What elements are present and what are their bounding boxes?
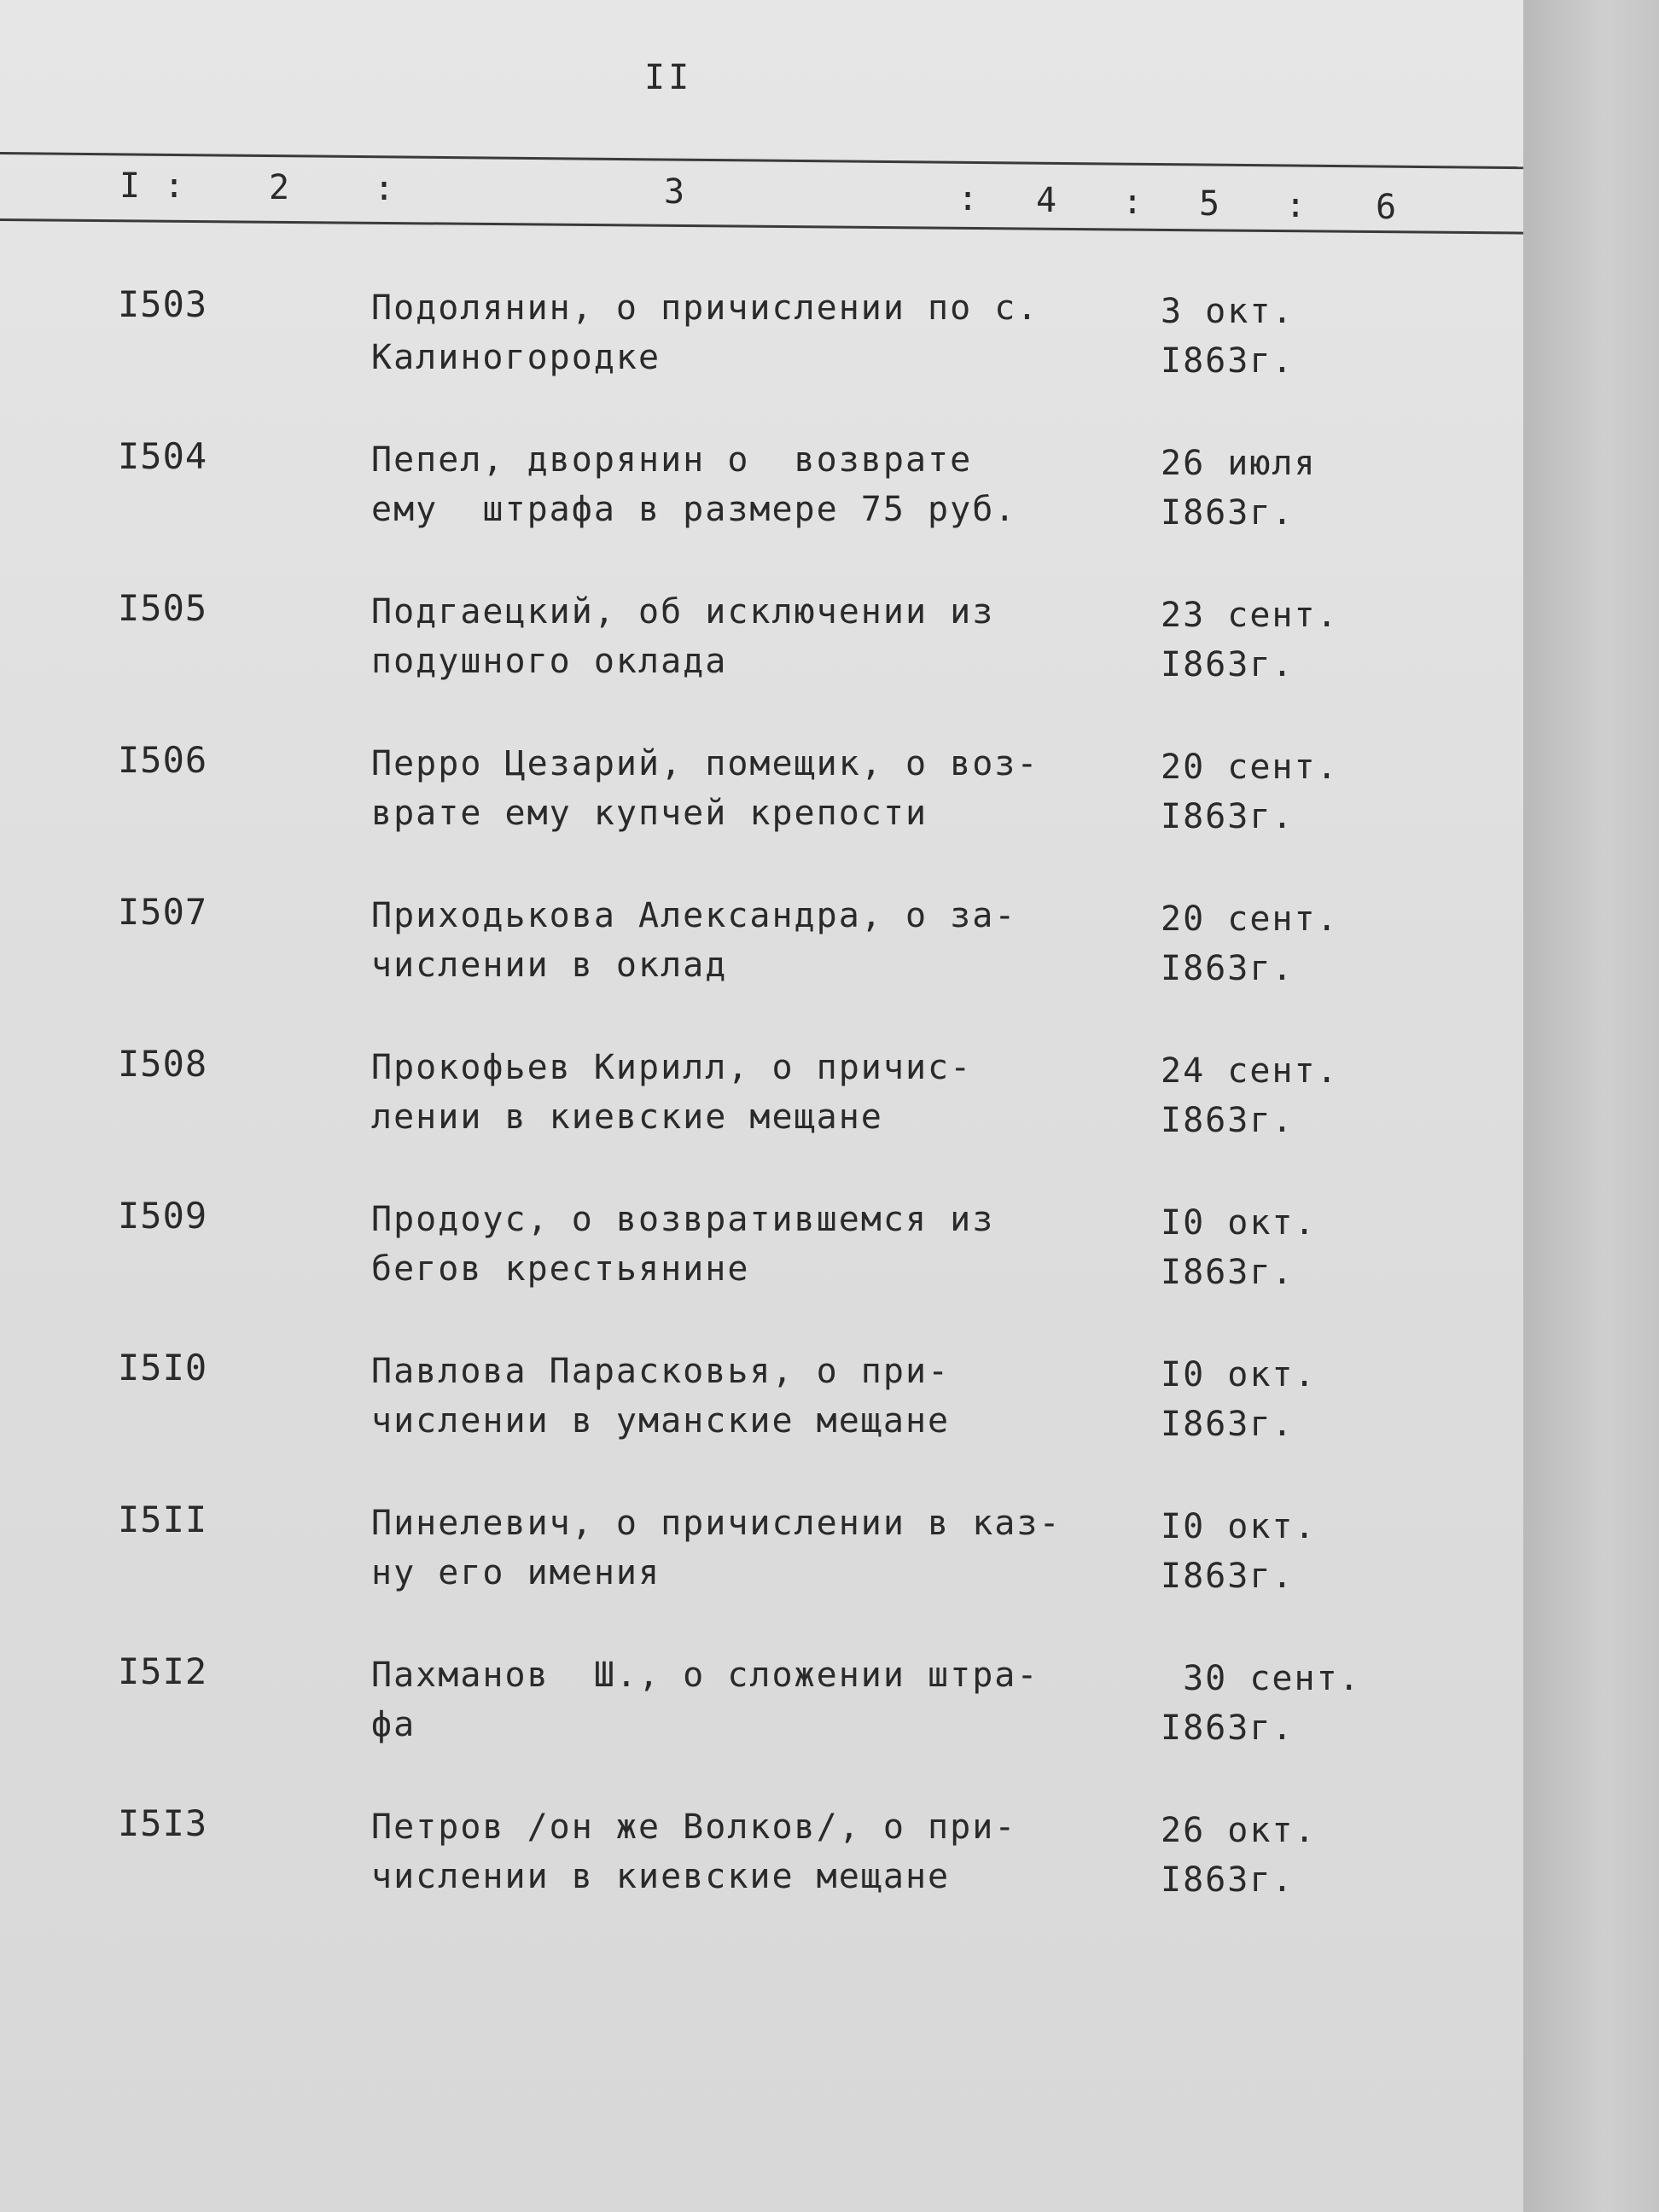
entry-number: I504 xyxy=(118,435,208,477)
entry-date-line: 24 сент. xyxy=(1161,1051,1339,1091)
entry-description-line: подушного оклада xyxy=(371,642,728,681)
entry-date-line: 20 сент. xyxy=(1161,899,1339,939)
entry-date xyxy=(1161,1654,1361,1753)
list-item xyxy=(0,1043,1523,1154)
entry-number: I5I0 xyxy=(118,1347,208,1388)
column-header-1: I xyxy=(119,166,141,206)
entry-number: I505 xyxy=(118,587,208,629)
entry-description-line: Перро Цезарий, помещик, о воз- xyxy=(371,744,1039,783)
column-header-6: 6 xyxy=(1376,188,1397,227)
list-item xyxy=(0,1499,1523,1610)
entry-date-line: 23 сент. xyxy=(1161,596,1339,635)
entry-description-line: Прокофьев Кирилл, о причис- xyxy=(371,1048,973,1087)
entry-description-line: числении в киевские мещане xyxy=(371,1857,951,1896)
entry-number: I503 xyxy=(118,283,208,325)
entry-number: I508 xyxy=(118,1043,208,1085)
entry-description-line: фа xyxy=(371,1705,416,1744)
entry-description-line: врате ему купчей крепости xyxy=(371,794,928,833)
column-header-3: 3 xyxy=(664,172,685,212)
entry-description-line: Пепел, дворянин о возврате xyxy=(371,440,973,480)
column-separator: : xyxy=(374,169,395,208)
column-header-2: 2 xyxy=(269,168,290,207)
entry-date xyxy=(1161,591,1339,690)
entry-date xyxy=(1161,439,1317,538)
entry-description xyxy=(371,1195,1037,1294)
entry-description-line: ему штрафа в размере 75 руб. xyxy=(371,490,1017,529)
entry-date xyxy=(1161,287,1295,386)
entry-description xyxy=(371,1043,1037,1142)
list-item xyxy=(0,283,1523,394)
entry-description xyxy=(371,283,1037,382)
column-separator: : xyxy=(1122,183,1144,222)
background-surface xyxy=(1523,0,1659,2212)
entry-description-line: Подолянин, о причислении по с. xyxy=(371,288,1039,328)
entry-description-line: Петров /он же Волков/, о при- xyxy=(371,1807,1017,1847)
column-header-5: 5 xyxy=(1199,184,1220,224)
entry-date-line: 30 сент. xyxy=(1161,1659,1361,1698)
entry-description xyxy=(371,739,1037,838)
entry-date xyxy=(1161,1806,1317,1905)
entry-date-line: 26 июля xyxy=(1161,444,1317,483)
entry-description-line: Продоус, о возвратившемся из xyxy=(371,1200,995,1239)
entry-description xyxy=(371,1347,1037,1446)
entry-description-line: Калиногородке xyxy=(371,338,661,377)
entry-date xyxy=(1161,1350,1317,1449)
list-item xyxy=(0,1195,1523,1306)
list-item xyxy=(0,1650,1523,1761)
entry-date-line: 26 окт. xyxy=(1161,1811,1317,1850)
entry-number: I506 xyxy=(118,739,208,781)
entry-date-line: I863г. xyxy=(1161,645,1295,684)
entry-description-line: Подгаецкий, об исключении из xyxy=(371,592,995,632)
entry-date-line: I863г. xyxy=(1161,1708,1295,1748)
entry-description-line: ну его имения xyxy=(371,1553,661,1592)
entry-description xyxy=(371,891,1037,990)
list-item xyxy=(0,587,1523,698)
entry-description-line: числении в оклад xyxy=(371,946,728,985)
entry-date-line: I863г. xyxy=(1161,1253,1295,1292)
entry-date-line: I863г. xyxy=(1161,1860,1295,1900)
column-separator: : xyxy=(958,179,979,218)
entry-description-line: числении в уманские мещане xyxy=(371,1401,951,1441)
list-item xyxy=(0,891,1523,1002)
entry-description-line: бегов крестьянине xyxy=(371,1249,750,1289)
column-header-4: 4 xyxy=(1036,181,1057,220)
entry-date xyxy=(1161,1046,1339,1145)
entry-description xyxy=(371,587,1037,686)
entry-date-line: I0 окт. xyxy=(1161,1203,1317,1243)
entry-description-line: Пинелевич, о причислении в каз- xyxy=(371,1504,1062,1543)
entry-date-line: I0 окт. xyxy=(1161,1507,1317,1546)
entry-date xyxy=(1161,1502,1317,1601)
entry-date-line: I863г. xyxy=(1161,1101,1295,1140)
list-item xyxy=(0,1802,1523,1913)
entry-description xyxy=(371,1650,1037,1749)
entry-date-line: I863г. xyxy=(1161,1557,1295,1596)
entry-date-line: I863г. xyxy=(1161,797,1295,836)
entry-description xyxy=(371,1802,1037,1901)
entry-date-line: 20 сент. xyxy=(1161,748,1339,787)
page-number: II xyxy=(644,58,693,97)
entry-date-line: I863г. xyxy=(1161,949,1295,988)
entry-description-line: Пахманов Ш., о сложении штра- xyxy=(371,1656,1039,1695)
entry-date-line: 3 окт. xyxy=(1161,292,1295,331)
entry-date xyxy=(1161,742,1339,841)
column-separator: : xyxy=(1285,186,1307,225)
entry-description xyxy=(371,1499,1062,1598)
entry-description-line: Павлова Парасковья, о при- xyxy=(371,1352,951,1391)
entry-number: I509 xyxy=(118,1195,208,1237)
entry-description xyxy=(371,435,1037,534)
entry-date xyxy=(1161,1198,1317,1297)
entry-date-line: I863г. xyxy=(1161,341,1295,381)
entry-date xyxy=(1161,894,1339,993)
entry-description-line: Приходькова Александра, о за- xyxy=(371,896,1017,935)
list-item xyxy=(0,435,1523,546)
entry-number: I5I3 xyxy=(118,1802,208,1844)
list-item xyxy=(0,1347,1523,1458)
entry-date-line: I863г. xyxy=(1161,1405,1295,1444)
entry-date-line: I0 окт. xyxy=(1161,1355,1317,1394)
column-separator: : xyxy=(164,166,185,206)
entry-number: I5I2 xyxy=(118,1650,208,1692)
entry-number: I5II xyxy=(118,1499,208,1540)
entry-date-line: I863г. xyxy=(1161,493,1295,533)
entry-number: I507 xyxy=(118,891,208,933)
list-item xyxy=(0,739,1523,850)
entry-description-line: лении в киевские мещане xyxy=(371,1097,883,1137)
